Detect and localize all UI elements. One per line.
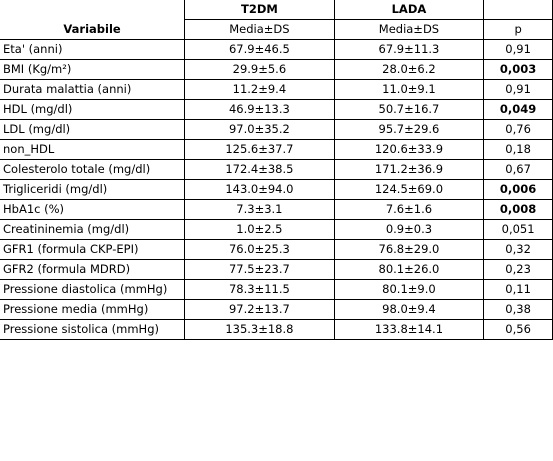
p-value-cell: 0,56: [484, 320, 553, 340]
lada-value-cell: 67.9±11.3: [334, 40, 484, 60]
p-value-cell: 0,049: [484, 100, 553, 120]
variable-cell: Pressione media (mmHg): [0, 300, 185, 320]
group-header-t2dm: T2DM: [185, 0, 335, 20]
p-value-cell: 0,76: [484, 120, 553, 140]
table-row: [0, 300, 553, 320]
p-value-cell: 0,11: [484, 280, 553, 300]
p-value-cell: 0,67: [484, 160, 553, 180]
variable-cell: Creatininemia (mg/dl): [0, 220, 185, 240]
p-value-cell: 0,91: [484, 40, 553, 60]
t2dm-value-cell: 29.9±5.6: [185, 60, 335, 80]
t2dm-value-cell: 11.2±9.4: [185, 80, 335, 100]
lada-value-cell: 171.2±36.9: [334, 160, 484, 180]
table-row: [0, 140, 553, 160]
lada-value-cell: 0.9±0.3: [334, 220, 484, 240]
lada-value-cell: 7.6±1.6: [334, 200, 484, 220]
group-header-row: [0, 0, 553, 20]
lada-value-cell: 76.8±29.0: [334, 240, 484, 260]
lada-value-cell: 11.0±9.1: [334, 80, 484, 100]
variable-cell: GFR2 (formula MDRD): [0, 260, 185, 280]
t2dm-value-cell: 1.0±2.5: [185, 220, 335, 240]
p-value-cell: 0,91: [484, 80, 553, 100]
p-value-cell: 0,23: [484, 260, 553, 280]
variable-cell: Pressione sistolica (mmHg): [0, 320, 185, 340]
table-row: [0, 160, 553, 180]
lada-value-cell: 124.5±69.0: [334, 180, 484, 200]
p-value-cell: 0,003: [484, 60, 553, 80]
t2dm-value-cell: 97.0±35.2: [185, 120, 335, 140]
table-row: [0, 220, 553, 240]
group-header-blank: [0, 0, 185, 20]
column-header-variable: Variabile: [0, 20, 185, 40]
t2dm-value-cell: 78.3±11.5: [185, 280, 335, 300]
t2dm-value-cell: 172.4±38.5: [185, 160, 335, 180]
variable-cell: LDL (mg/dl): [0, 120, 185, 140]
p-value-cell: 0,006: [484, 180, 553, 200]
lada-value-cell: 95.7±29.6: [334, 120, 484, 140]
table-row: [0, 180, 553, 200]
group-header-p-blank: [484, 0, 553, 20]
t2dm-value-cell: 76.0±25.3: [185, 240, 335, 260]
lada-value-cell: 80.1±26.0: [334, 260, 484, 280]
column-header-t2dm-mean-sd: Media±DS: [185, 20, 335, 40]
variable-cell: HbA1c (%): [0, 200, 185, 220]
table-row: [0, 80, 553, 100]
p-value-cell: 0,051: [484, 220, 553, 240]
variable-cell: GFR1 (formula CKP-EPI): [0, 240, 185, 260]
t2dm-value-cell: 77.5±23.7: [185, 260, 335, 280]
t2dm-value-cell: 46.9±13.3: [185, 100, 335, 120]
column-header-lada-mean-sd: Media±DS: [334, 20, 484, 40]
table-row: [0, 260, 553, 280]
table-row: [0, 60, 553, 80]
lada-value-cell: 133.8±14.1: [334, 320, 484, 340]
t2dm-value-cell: 135.3±18.8: [185, 320, 335, 340]
variable-cell: Pressione diastolica (mmHg): [0, 280, 185, 300]
variable-cell: non_HDL: [0, 140, 185, 160]
t2dm-value-cell: 67.9±46.5: [185, 40, 335, 60]
lada-value-cell: 50.7±16.7: [334, 100, 484, 120]
lada-value-cell: 80.1±9.0: [334, 280, 484, 300]
group-header-lada: LADA: [334, 0, 484, 20]
t2dm-value-cell: 7.3±3.1: [185, 200, 335, 220]
p-value-cell: 0,38: [484, 300, 553, 320]
table-row: [0, 240, 553, 260]
t2dm-value-cell: 97.2±13.7: [185, 300, 335, 320]
t2dm-value-cell: 125.6±37.7: [185, 140, 335, 160]
p-value-cell: 0,18: [484, 140, 553, 160]
table-row: [0, 100, 553, 120]
table-row: [0, 120, 553, 140]
p-value-cell: 0,008: [484, 200, 553, 220]
table-row: [0, 280, 553, 300]
variable-cell: Durata malattia (anni): [0, 80, 185, 100]
table-row: [0, 320, 553, 340]
lada-value-cell: 28.0±6.2: [334, 60, 484, 80]
lada-value-cell: 120.6±33.9: [334, 140, 484, 160]
variable-cell: Colesterolo totale (mg/dl): [0, 160, 185, 180]
table-row: [0, 200, 553, 220]
variable-cell: HDL (mg/dl): [0, 100, 185, 120]
variable-cell: BMI (Kg/m²): [0, 60, 185, 80]
t2dm-value-cell: 143.0±94.0: [185, 180, 335, 200]
column-header-p-value: p: [484, 20, 553, 40]
table-row: [0, 40, 553, 60]
column-header-row: [0, 20, 553, 40]
p-value-cell: 0,32: [484, 240, 553, 260]
variable-cell: Trigliceridi (mg/dl): [0, 180, 185, 200]
lada-value-cell: 98.0±9.4: [334, 300, 484, 320]
variable-cell: Eta' (anni): [0, 40, 185, 60]
